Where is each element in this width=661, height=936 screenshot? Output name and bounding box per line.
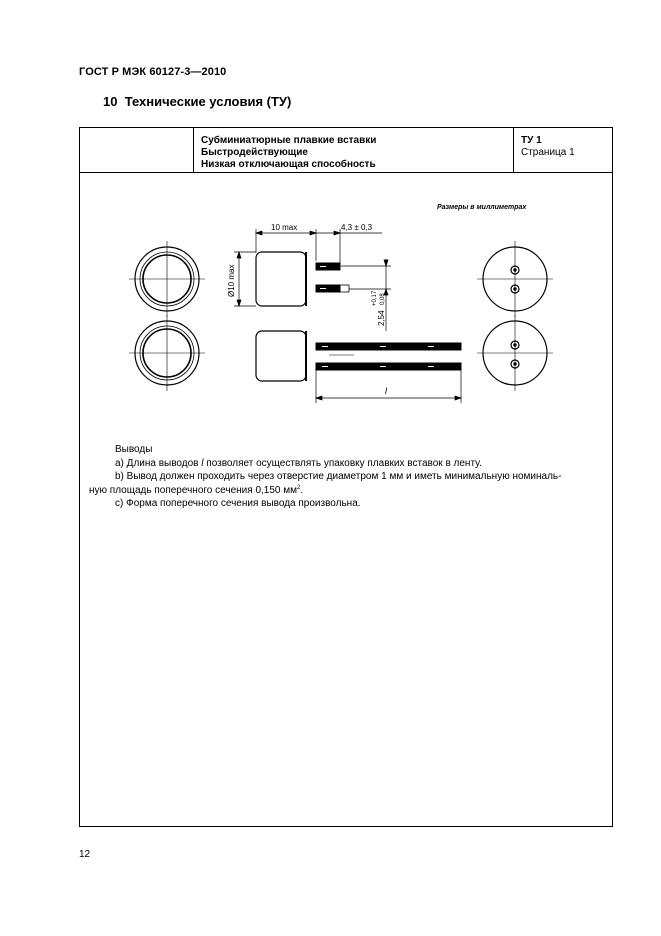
spec-title-line-1: Субминиатюрные плавкие вставки <box>201 135 377 146</box>
note-a-symbol: l <box>201 458 204 469</box>
page-label: Страница 1 <box>521 147 575 158</box>
section-title <box>103 94 291 109</box>
side-view-long-leads <box>256 331 461 381</box>
top-view-lower <box>129 315 205 391</box>
sheet-id: ТУ 1 <box>521 135 542 146</box>
note-b-end: . <box>300 485 304 496</box>
dim-pin-offset-label: 4,3 ± 0,3 <box>341 223 373 232</box>
note-b-superscript: 2 <box>297 485 301 491</box>
dim-pitch-tol-upper: +0,17 <box>372 290 378 306</box>
document-id: ГОСТ Р МЭК 60127-3—2010 <box>79 66 227 78</box>
spec-title-line-2: Быстродействующие <box>201 147 308 158</box>
note-a-prefix: a) Длина выводов <box>115 458 199 469</box>
dim-lead-length-label: l <box>385 386 387 396</box>
note-item-b-line2 <box>89 484 303 498</box>
note-item-b-line1: b) Вывод должен проходить через отверстие диаметром 1 мм и иметь минимальную номиналь- <box>115 471 562 482</box>
side-view-short-leads <box>256 252 349 306</box>
notes-heading: Выводы <box>115 444 153 455</box>
dim-pitch-label: 2,54 <box>377 310 386 326</box>
spec-title-line-3: Низкая отключающая способность <box>201 159 376 170</box>
page-number: 12 <box>79 849 91 860</box>
bottom-view-upper <box>477 241 553 317</box>
top-view-upper <box>129 241 205 317</box>
dimension-lines <box>234 229 461 403</box>
bottom-view-lower <box>477 315 553 391</box>
units-note: Размеры в миллиметрах <box>437 204 527 211</box>
note-item-a <box>115 457 610 471</box>
note-a-suffix: позволяет осуществлять упаковку плавких вставок в ленту. <box>206 458 482 469</box>
dim-length-label: 10 max <box>271 223 298 232</box>
dim-pitch-tol-lower: 0,08 <box>380 293 386 305</box>
header-column-divider-right <box>513 127 514 173</box>
note-b-text: ную площадь поперечного сечения 0,150 мм <box>89 485 297 496</box>
header-column-divider-left <box>193 127 194 173</box>
fuse-drawing <box>79 173 613 423</box>
note-item-c: c) Форма поперечного сечения вывода произвольна. <box>115 498 361 509</box>
section-title-text: Технические условия (ТУ) <box>124 94 292 109</box>
dim-diameter-label: Ø10 max <box>227 264 236 297</box>
section-number: 10 <box>103 94 118 109</box>
